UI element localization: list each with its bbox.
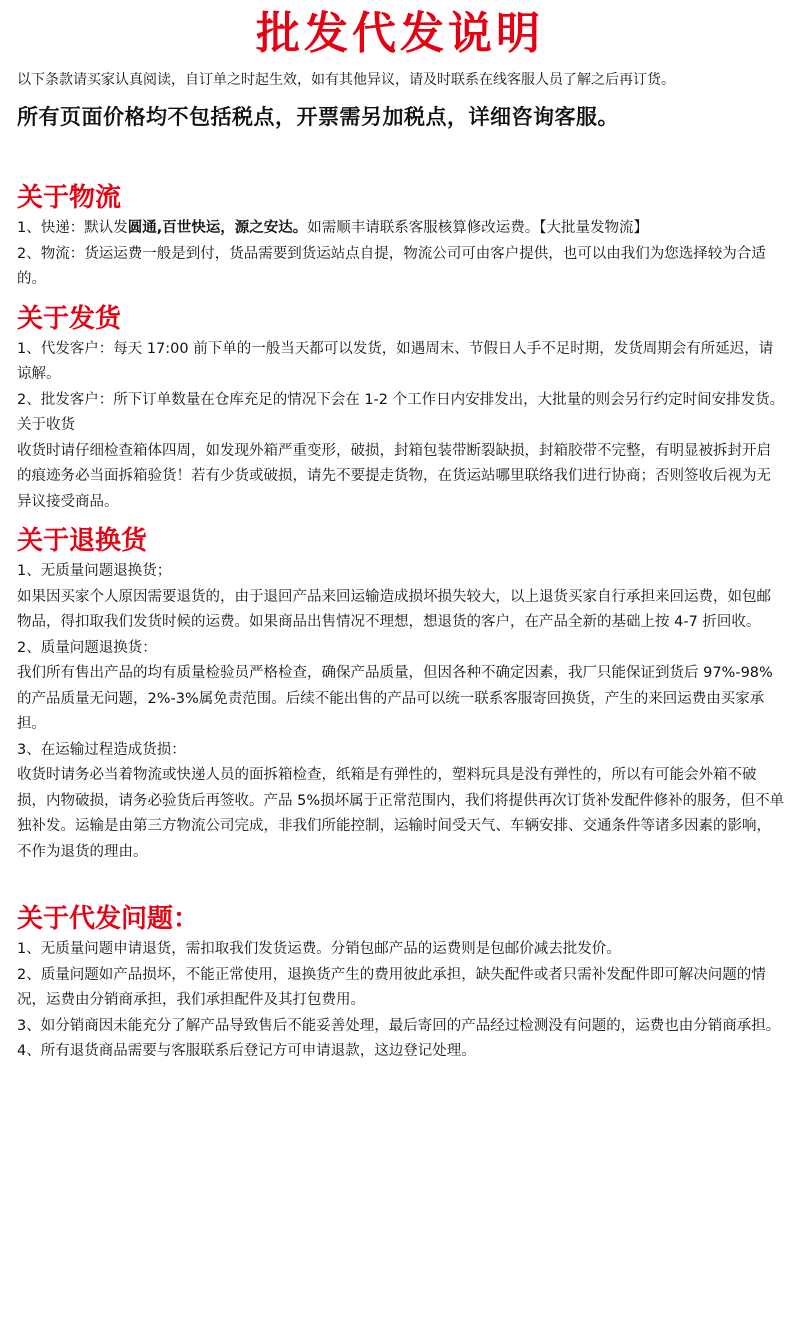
dropship-item: 1、无质量问题申请退货，需扣取我们发货运费。分销包邮产品的运费则是包邮价减去批发价。 (17, 941, 621, 957)
shipping-item-wholesale: 2、批发客户：所下订单数量在仓库充足的情况下会在 1-2 个工作日内安排发出，大批量的则会另行约定时间安排发货。 (17, 391, 785, 408)
returns-item-title: 3、在运输过程造成货损： (17, 741, 186, 758)
returns-item-text: 收货时请务必当着物流或快递人员的面拆箱检查，纸箱是有弹性的，塑料玩具是没有弹性的，所以有可能会外箱不破损，内物破损，请务必验货后再签收。产品 5%损坏属于正常范围内，我们将提供再次订货补发配件修补的服务，但不单独补发。运输是由第三方物流公司完成，非我们所能控制，运输时间受天气、车辆安排、交通条件等诸多因素的影响，不作为退货的理由。 (17, 767, 785, 860)
receiving-text: 收货时请仔细检查箱体四周，如发现外箱严重变形，破损，封箱包装带断裂缺损，封箱胶带不完整，有明显被拆封开启的痕迹务必当面拆箱验货！若有少货或破损，请先不要提走货物，在货运站哪里联络我们进行协商；否则签收后视为无异议接受商品。 (17, 442, 771, 510)
returns-item-title: 1、无质量问题退换货； (17, 563, 172, 579)
tax-notice: 所有页面价格均不包括税点，开票需另加税点，详细咨询客服。 (17, 105, 619, 129)
logistics-section (0, 180, 800, 293)
logistics-item-express (17, 216, 785, 242)
logistics-item-freight: 2、物流：货运运费一般是到付，货品需要到货运站点自提，物流公司可由客户提供，也可以由我们为您选择较为合适的。 (17, 245, 766, 287)
express-prefix: 1、快递：默认发 (17, 220, 128, 236)
receiving-subheading: 关于收货 (17, 417, 75, 433)
express-carriers: 圆通,百世快运，源之安达。 (127, 220, 308, 236)
dropship-item: 4、所有退货商品需要与客服联系后登记方可申请退款，这边登记处理。 (17, 1043, 476, 1059)
returns-item-text: 如果因买家个人原因需要退货的，由于退回产品来回运输造成损坏损失较大，以上退货买家自行承担来回运费，如包邮物品，得扣取我们发货时候的运费。如果商品出售情况不理想，想退货的客户，在产品全新的基础上按 4-7 折回收。 (17, 588, 771, 630)
returns-item-title: 2、质量问题退换货： (17, 639, 157, 656)
shipping-item-dropship: 1、代发客户：每天 17:00 前下单的一般当天都可以发货，如遇周末、节假日人手不足时期，发货周期会有所延迟，请谅解。 (17, 340, 774, 382)
logistics-heading: 关于物流 (17, 183, 122, 213)
returns-section (0, 523, 800, 865)
shipping-heading: 关于发货 (17, 303, 122, 334)
shipping-section (0, 301, 800, 516)
dropship-heading: 关于代发问题： (17, 904, 200, 934)
dropship-item: 2、质量问题如产品损坏，不能正常使用，退换货产生的费用彼此承担，缺失配件或者只需补发配件即可解决问题的情况，运费由分销商承担，我们承担配件及其打包费用。 (17, 966, 766, 1008)
dropship-item: 3、如分销商因未能充分了解产品导致售后不能妥善处理，最后寄回的产品经过检测没有问题的，运费也由分销商承担。 (17, 1017, 781, 1034)
returns-heading: 关于退换货 (17, 526, 148, 556)
dropship-section (0, 901, 800, 1065)
intro-text: 以下条款请买家认真阅读，自订单之时起生效，如有其他异议，请及时联系在线客服人员了解之后再订货。 (17, 72, 675, 88)
page-title: 批发代发说明 (256, 8, 544, 59)
express-suffix: 如需顺丰请联系客服核算修改运费。【大批量发物流】 (307, 220, 648, 236)
returns-item-text: 我们所有售出产品的均有质量检验员严格检查，确保产品质量，但因各种不确定因素，我厂只能保证到货后 97%-98% 的产品质量无问题，2%-3%属免责范围。后续不能出售的产品可以统一联系客服寄回换货，产生的来回运费由买家承担。 (17, 665, 773, 732)
